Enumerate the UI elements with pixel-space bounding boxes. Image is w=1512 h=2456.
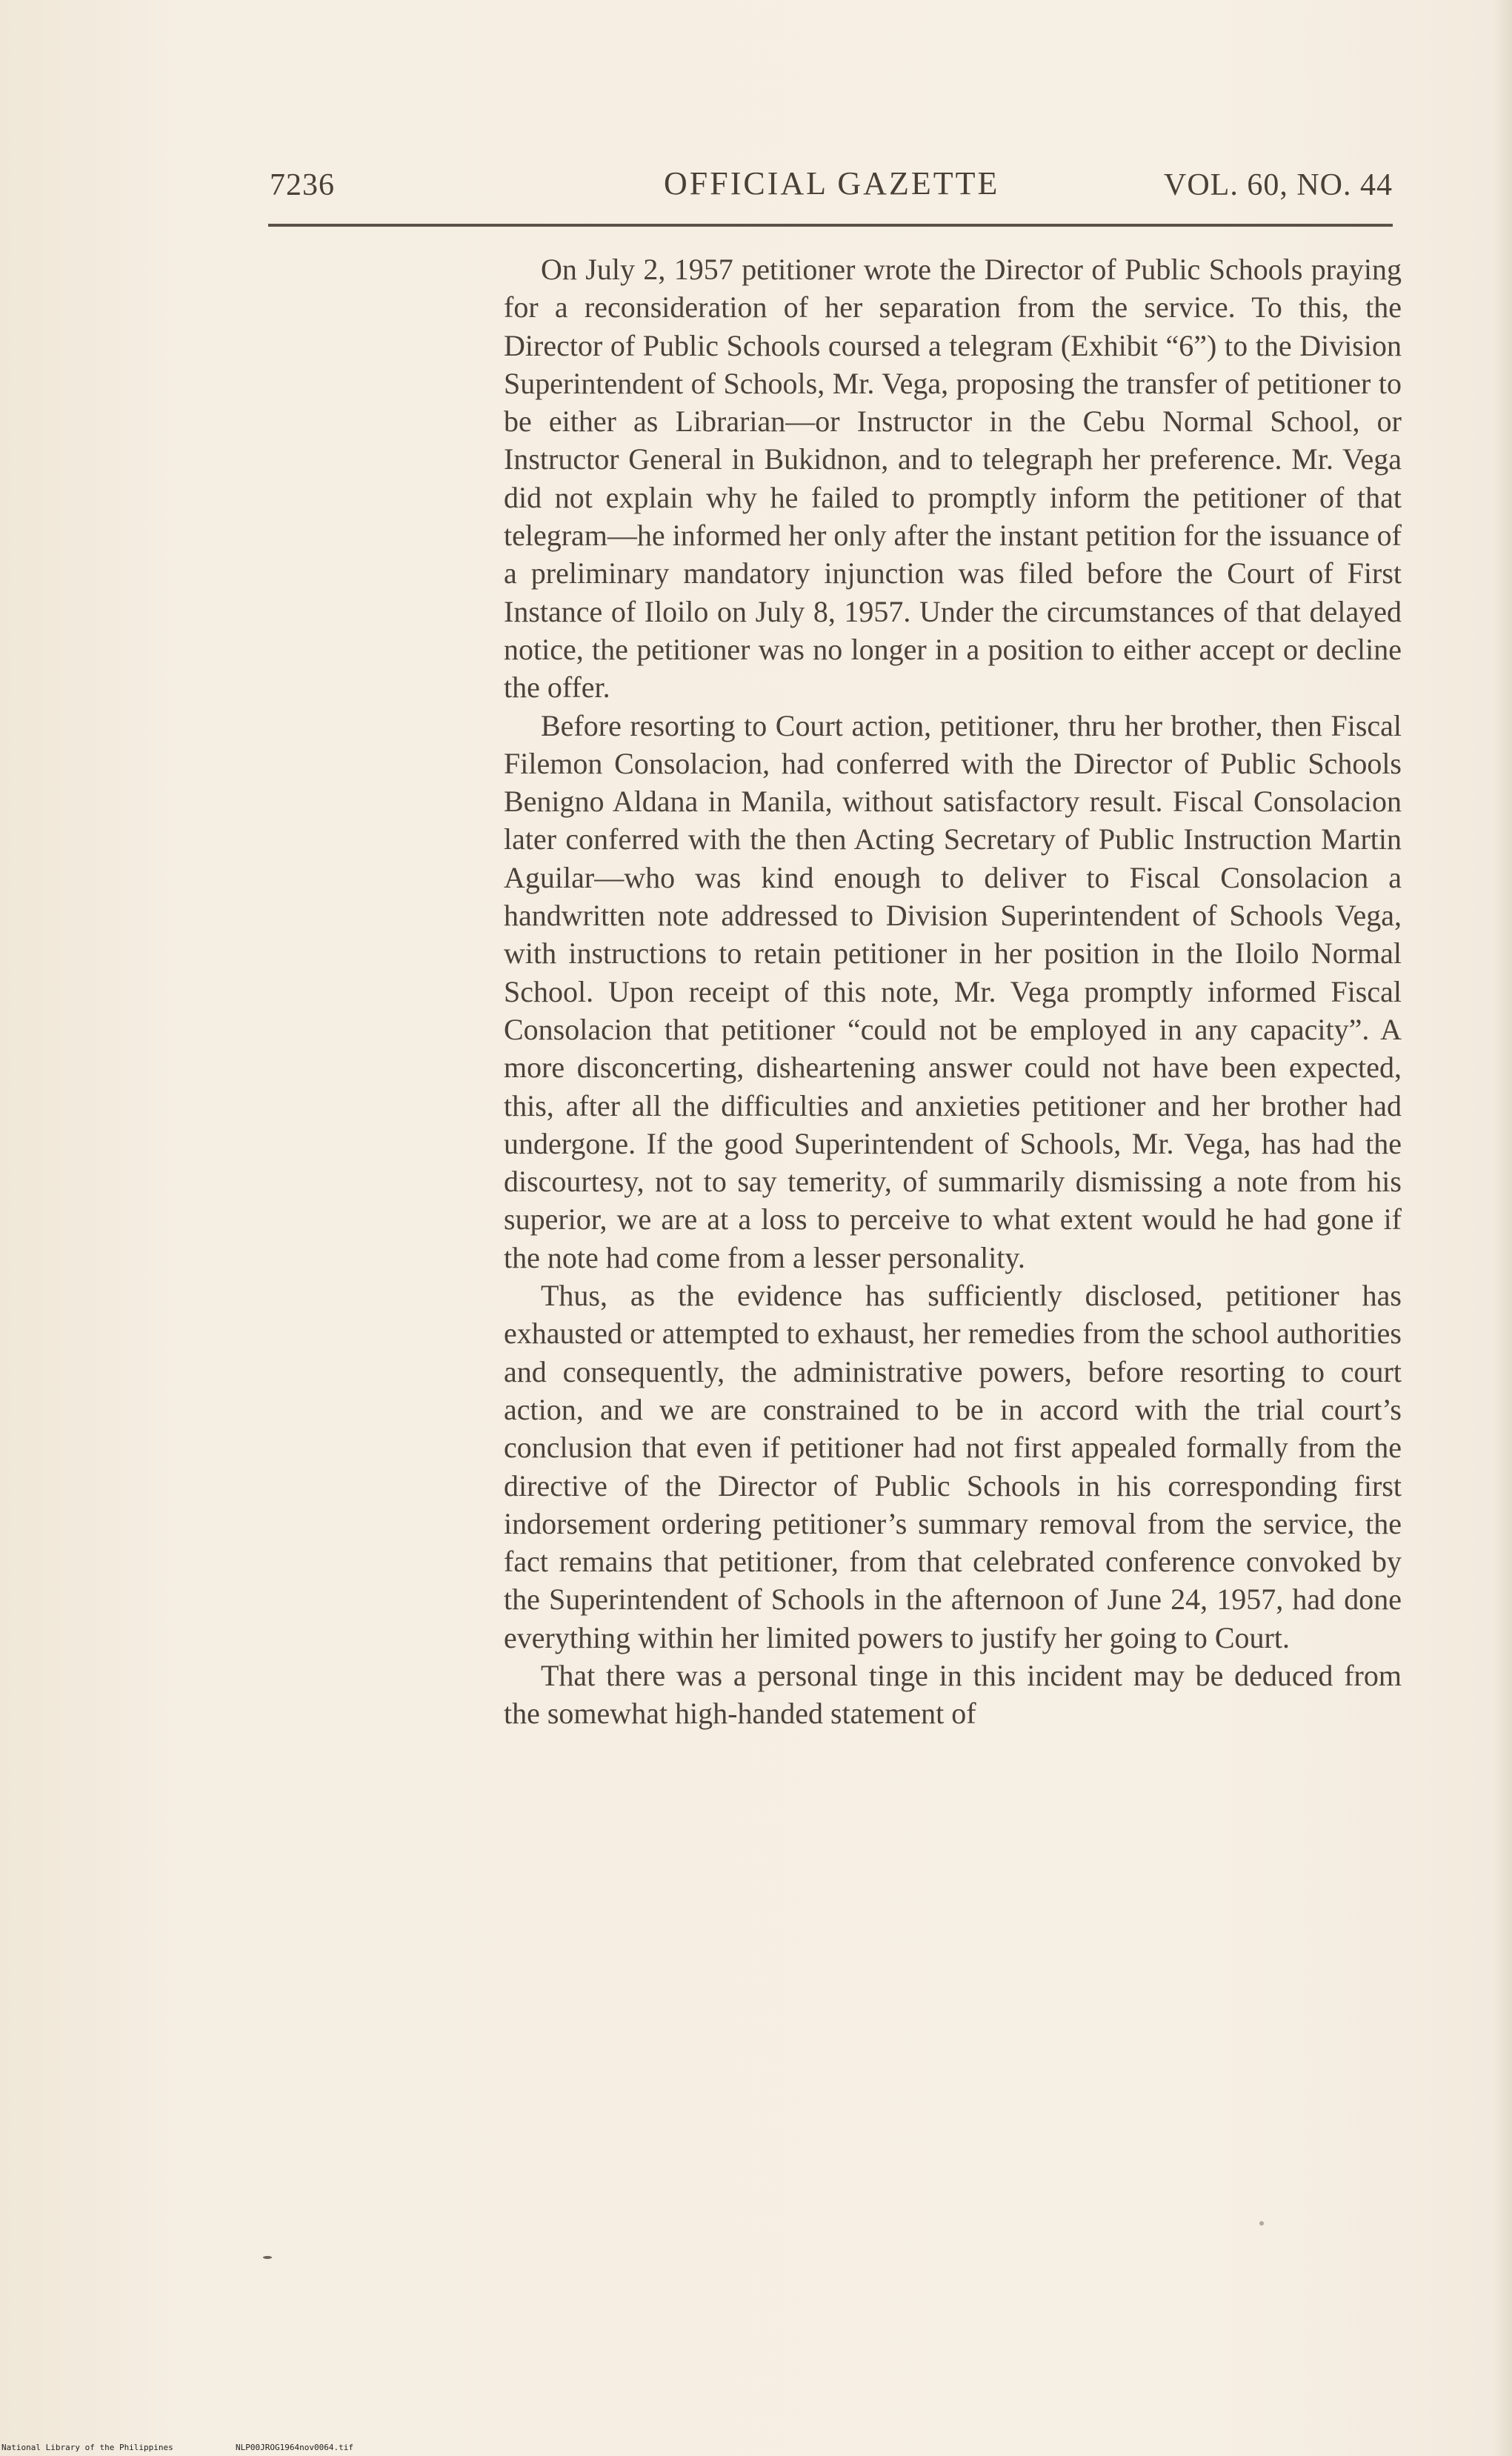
page-header: [267, 164, 1393, 209]
paragraph: On July 2, 1957 petitioner wrote the Director of Public Schools praying for a reconsideration of her separation from the service. To this, the Director of Public Schools coursed a telegram (Exhibit “6”) to the Division Superintendent of Schools, Mr. Vega, proposing the transfer of petitioner to be either as Librarian—or Instructor in the Cebu Normal School, or Instructor General in Bukidnon, and to telegraph her preference. Mr. Vega did not explain why he failed to promptly inform the petitioner of that telegram—he informed her only after the instant petition for the issuance of a preliminary mandatory injunction was filed before the Court of First Instance of Iloilo on July 8, 1957. Under the circumstances of that delayed notice, the petitioner was no longer in a position to either accept or decline the offer.: [504, 253, 1402, 705]
paragraph: Before resorting to Court action, petitioner, thru her brother, then Fiscal Filemon Consolacion, had conferred with the Director of Public Schools Benigno Aldana in Manila, without satisfactory result. Fiscal Consolacion later conferred with the then Acting Secretary of Public Instruction Martin Aguilar—who was kind enough to deliver to Fiscal Consolacion a handwritten note addressed to Division Superintendent of Schools Vega, with instructions to retain petitioner in her position in the Iloilo Normal School. Upon receipt of this note, Mr. Vega promptly informed Fiscal Consolacion that petitioner “could not be employed in any capacity”. A more disconcerting, disheartening answer could not have been expected, this, after all the difficulties and anxieties petitioner and her brother had undergone. If the good Superintendent of Schools, Mr. Vega, has had the discourtesy, not to say temerity, of summarily dismissing a note from his superior, we are at a loss to perceive to what extent would he had gone if the note had come from a lesser personality.: [504, 708, 1402, 1274]
page-edge-shadow: [1493, 0, 1512, 2456]
footer-library: National Library of the Philippines: [1, 2443, 173, 2452]
paragraph: That there was a personal tinge in this incident may be deduced from the somewhat high-handed statement of: [504, 1658, 1402, 1731]
paper-speck: [263, 2256, 272, 2259]
volume-number: VOL. 60, NO. 44: [1164, 168, 1393, 202]
scan-footer: [0, 2441, 519, 2456]
paper-speck: [1259, 2221, 1264, 2226]
footer-filename: NLP00JROG1964nov0064.tif: [236, 2443, 353, 2452]
publication-title: OFFICIAL GAZETTE: [664, 165, 1000, 202]
paragraph: Thus, as the evidence has sufficiently disclosed, petitioner has exhausted or attempted to exhaust, her remedies from the school authorities and consequently, the administrative powers, before resorting to court action, and we are constrained to be in accord with the trial court’s conclusion that even if petitioner had not first appealed formally from the directive of the Director of Public Schools in his corresponding first indorsement ordering petitioner’s summary removal from the service, the fact remains that petitioner, from that celebrated conference convoked by the Superintendent of Schools in the afternoon of June 24, 1957, had done everything within her limited powers to justify her going to Court.: [504, 1279, 1402, 1654]
article-body: [504, 250, 1402, 1733]
page-number: 7236: [270, 168, 335, 202]
header-rule: [268, 224, 1393, 227]
